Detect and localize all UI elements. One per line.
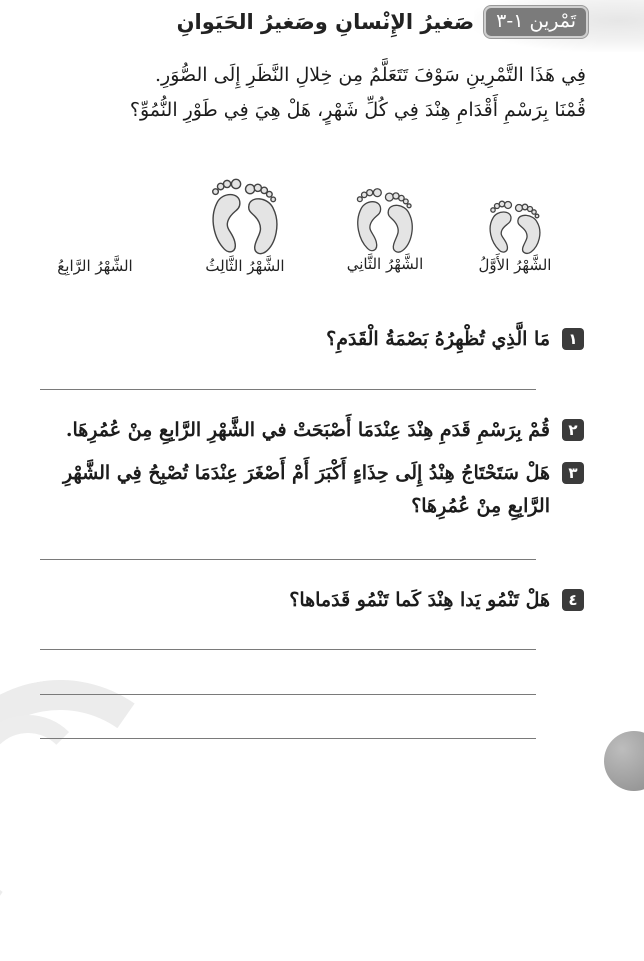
answer-line[interactable] [40,649,536,650]
month-label: الشَّهْرُ الأَوَّلُ [478,256,552,274]
question-number-badge: ١ [562,328,584,350]
month-label: الشَّهْرُ الثَّالِثُ [205,257,285,275]
intro-line-2: قُمْنَا بِرَسْمِ أَقْدَامِ هِنْدَ فِي كُلِّ شَهْرٍ، هَلْ هِيَ فِي طَوْرِ النُّمُوِّ؟ [129,99,586,121]
intro-text [46,58,586,128]
question-number-badge: ٣ [562,462,584,484]
question-2 [44,414,584,447]
question-3 [44,457,584,523]
footprints-icon [485,198,545,256]
question-text: هَلْ تَنْمُو يَدا هِنْدَ كَما تَنْمُو قَدَماها؟ [289,589,550,611]
question-1 [44,323,584,356]
exercise-badge: تَمْرين ١-٣ [484,6,588,38]
month-2 [335,185,435,273]
page-title: صَغيرُ الإِنْسانِ وصَغيرُ الحَيَوانِ [176,10,475,34]
question-4 [44,584,584,617]
month-label: الشَّهْرُ الرَّابِعُ [57,257,133,275]
intro-line-1: فِي هَذَا التَّمْرِينِ سَوْفَ تَتَعَلَّمُ مِن خِلالِ النَّظَرِ إِلَى الصُّوَرِ. [155,64,586,86]
month-label: الشَّهْرُ الثَّانِي [346,255,424,273]
question-text: مَا الَّذِي تُظْهِرُهُ بَصْمَةُ الْقَدَمِ؟ [326,328,550,350]
question-number-badge: ٤ [562,589,584,611]
answer-line[interactable] [40,559,536,560]
answer-line[interactable] [40,738,536,739]
footprints-row [0,180,644,290]
answer-line[interactable] [40,389,536,390]
month-3 [190,175,300,275]
question-number-badge: ٢ [562,419,584,441]
footprints-icon [206,175,284,257]
question-text: قُمْ بِرَسْمِ قَدَمِ هِنْدَ عِنْدَمَا أَصْبَحَتْ في الشَّهْرِ الرَّابِعِ مِنْ عُمُرِهَا. [65,419,550,441]
page-corner-decoration [604,731,644,791]
exercise-header [177,6,588,38]
month-4 [40,257,150,275]
answer-line[interactable] [40,694,536,695]
footprints-icon [352,185,418,255]
question-text: هَلْ سَتَحْتَاجُ هِنْدُ إِلَى حِذَاءٍ أَكْبَرَ أَمْ أَصْغَرَ عِنْدَمَا تُصْبِحُ فِي الشَّهْرِ الرَّابِعِ مِنْ عُمُرِهَا؟ [62,462,550,517]
month-1 [470,198,560,274]
